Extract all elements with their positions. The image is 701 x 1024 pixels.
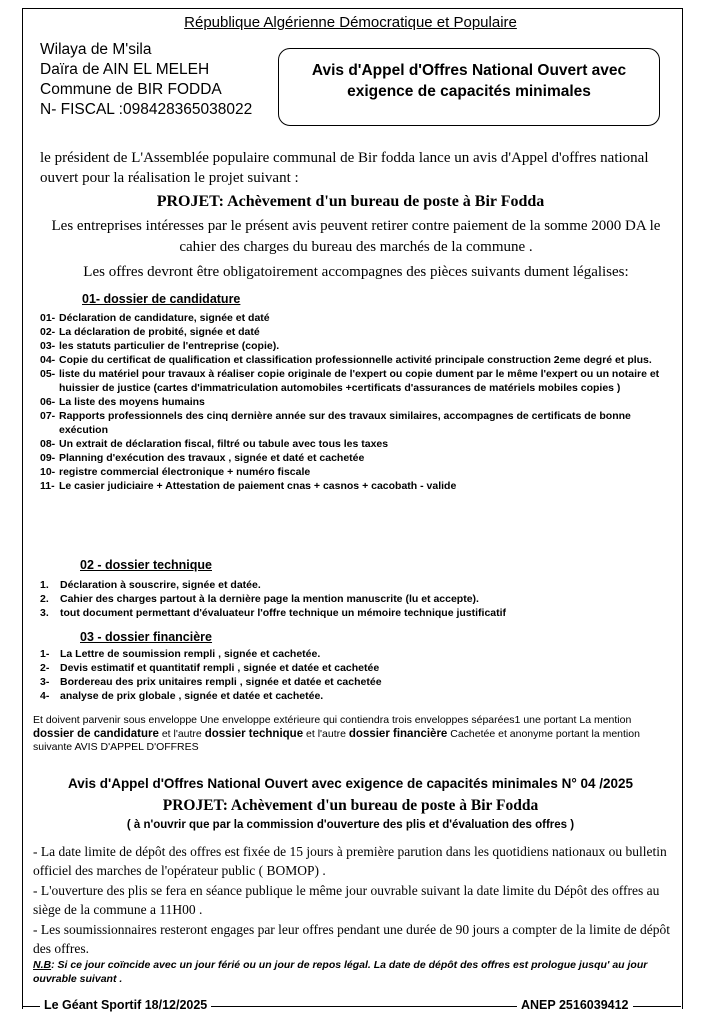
candidature-item-text: La déclaration de probité, signée et daté [59,326,260,338]
technique-item-number: 2. [40,593,49,605]
candidature-item-text: les statuts particulier de l'entreprise (copie). [59,340,280,352]
mention-candidature: dossier de candidature [33,727,159,740]
candidature-item-text: Rapports professionnels des cinq dernière année sur des travaux similaires, accompagnes de certificats de bonne exécution [59,410,631,436]
project-title: PROJET: Achèvement d'un bureau de poste à Bir Fodda [156,193,545,210]
technique-item-number: 3. [40,607,49,619]
candidature-item-text: Le casier judiciaire + Attestation de paiement cnas + casnos + cacobath - valide [59,480,457,492]
section-financiere-title: 03 - dossier financière [80,630,213,644]
technique-item [40,606,670,620]
candidature-item [40,437,670,451]
technique-item [40,592,670,606]
footer-publication: Le Géant Sportif 18/12/2025 [40,998,211,1012]
section-technique-title: 02 - dossier technique [80,558,212,572]
candidature-item [40,311,670,325]
financiere-item [40,647,670,661]
candidature-item-number: 09- [40,452,56,464]
candidature-item-number: 10- [40,466,56,478]
section-candidature-title: 01- dossier de candidature [82,292,241,306]
conditions-block [33,843,673,958]
candidature-item-number: 07- [40,410,56,422]
technique-item-text: Cahier des charges partout à la dernière page la mention manuscrite (lu et accepte). [60,593,479,605]
opening-note: ( à n'ouvrir que par la commission d'ouverture des plis et d'évaluation des offres ) [126,819,575,831]
candidature-item [40,451,670,465]
issuer-block [40,40,252,120]
candidature-item-number: 03- [40,340,56,352]
candidature-item-text: liste du matériel pour travaux à réaliser copie originale de l'expert ou copie dument par le même l'expert ou un notaire et huissier de justice (cartes d'immatriculation automobiles +certificats d'assurances de matériels mobiles copies ) [59,368,660,394]
candidature-item [40,479,670,493]
notice-title-line1: Avis d'Appel d'Offres National Ouvert avec [311,62,627,79]
financiere-item [40,675,670,689]
candidature-list [40,311,670,493]
candidature-item-number: 02- [40,326,56,338]
financiere-item [40,661,670,675]
technique-item [40,578,670,592]
commune-line: Commune de BIR FODDA [40,81,222,98]
financiere-list [40,647,670,703]
retrieve-paragraph: Les entreprises intéresses par le présent avis peuvent retirer contre paiement de la somme 2000 DA le cahier des charges du bureau des marchés de la commune . [51,218,661,255]
financiere-item-text: Devis estimatif et quantitatif rempli , signée et datée et cachetée [60,662,380,674]
technique-list [40,578,670,620]
financiere-item-text: analyse de prix globale , signée et datée et cachetée. [60,690,324,702]
technique-item-number: 1. [40,579,49,591]
candidature-item [40,409,670,437]
technique-item-text: tout document permettant d'évaluateur l'offre technique un mémoire technique justificatif [60,607,507,619]
wilaya-line: Wilaya de M'sila [40,41,152,58]
section-financiere [40,630,670,703]
project-title-2: PROJET: Achèvement d'un bureau de poste à Bir Fodda [162,797,539,814]
financiere-item-number: 2- [40,662,50,674]
candidature-item [40,395,670,409]
intro-paragraph: le président de L'Assemblée populaire communal de Bir fodda lance un avis d'Appel d'offres national ouvert pour la réalisation le projet suivant : [40,150,649,186]
candidature-item-number: 11- [40,480,55,492]
financiere-item [40,689,670,703]
financiere-item-text: La Lettre de soumission rempli , signée et cachetée. [60,648,321,660]
financiere-item-text: Bordereau des prix unitaires rempli , signée et datée et cachetée [60,676,382,688]
mention-technique: dossier technique [204,727,304,740]
candidature-item-text: Copie du certificat de qualification et classification professionnelle activité principale construction 2eme degré et plus. [59,354,652,366]
candidature-item-number: 05- [40,368,56,380]
candidature-item-number: 06- [40,396,56,408]
nb-label: N.B [33,959,52,971]
candidature-item-text: registre commercial électronique + numéro fiscale [59,466,311,478]
financiere-item-number: 3- [40,676,50,688]
footer-anep-ref: ANEP 2516039412 [517,998,633,1012]
nb-note [33,958,673,986]
notice-title-line2: exigence de capacités minimales [347,83,591,100]
candidature-item [40,367,670,395]
financiere-item-number: 1- [40,648,50,660]
avis-number-heading: Avis d'Appel d'Offres National Ouvert avec exigence de capacités minimales N° 04 /2025 [67,776,634,791]
candidature-item-number: 08- [40,438,56,450]
notice-title-box [278,48,660,126]
candidature-item [40,465,670,479]
candidature-item-number: 01- [40,312,56,324]
candidature-item [40,353,670,367]
candidature-item-text: Planning d'exécution des travaux , signée et daté et cachetée [59,452,365,464]
candidature-item-text: Un extrait de déclaration fiscal, filtré ou tabule avec tous les taxes [59,438,389,450]
offers-intro: Les offres devront être obligatoirement accompagnes des pièces suivants dument légalises: [83,264,629,280]
condition-opening: - L'ouverture des plis se fera en séance publique le même jour ouvrable suivant la date limite du Dépôt des offres au siège de la commune a 11H00 . [33,883,660,917]
candidature-item [40,325,670,339]
technique-item-text: Déclaration à souscrire, signée et datée. [60,579,261,591]
nb-text: : Si ce jour coïncide avec un jour férié ou un jour de repos légal. La date de dépôt des offres est prologue jusqu' au jour ouvrable suivant . [33,959,648,985]
candidature-item-text: La liste des moyens humains [59,396,205,408]
envelope-instructions: Et doivent parvenir sous enveloppe Une enveloppe extérieure qui contiendra trois enveloppes séparées1 une portant La mention dossier de candidature et l'autre dossier technique et l'autre dossier financière Cachetée et anonyme portant la mention suivante AVIS D'APPEL D'OFFRES [33,714,640,753]
condition-deadline: - La date limite de dépôt des offres est fixée de 15 jours à première parution dans les quotidiens nationaux ou bulletin officiel des marches de l'opérateur public ( BOMOP) . [33,844,667,878]
fiscal-number: N- FISCAL :098428365038022 [40,101,253,118]
mention-financiere: dossier financière [348,727,448,740]
candidature-item [40,339,670,353]
candidature-item-text: Déclaration de candidature, signée et daté [59,312,270,324]
section-technique [40,558,670,620]
candidature-item-number: 04- [40,354,56,366]
republic-heading: République Algérienne Démocratique et Populaire [184,14,517,31]
condition-validity: - Les soumissionnaires resteront engages par leur offres pendant une durée de 90 jours a compter de la limite de dépôt des offres. [33,922,671,956]
daira-line: Daïra de AIN EL MELEH [40,61,210,78]
financiere-item-number: 4- [40,690,50,702]
section-candidature [40,292,670,493]
